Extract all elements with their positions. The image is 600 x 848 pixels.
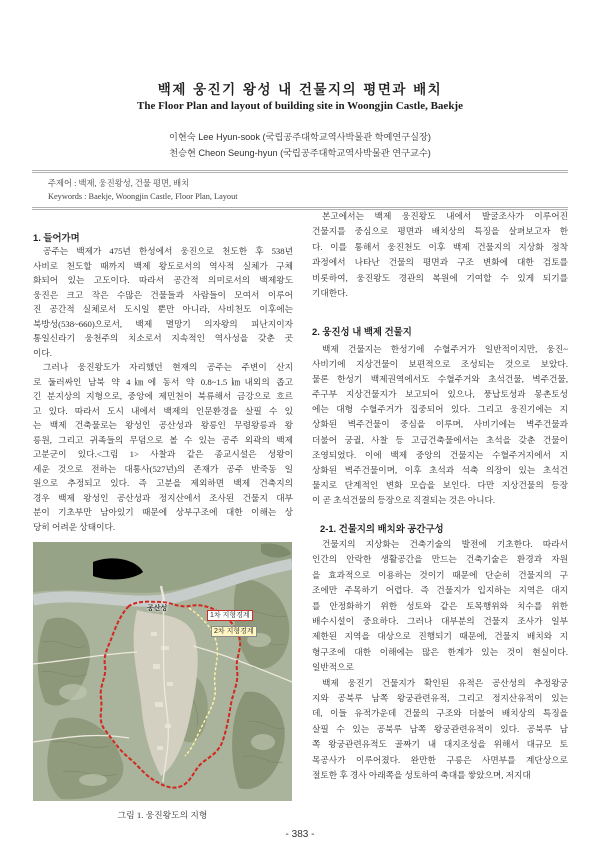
text-line: 쪽 왕궁관련유적도 골짜기 내 대지조성을 위해서 대규모 토 bbox=[312, 739, 568, 750]
text-line: 진 공간적 실체로서 도시일 뿐만 아니라, 사비천도 이후에는 bbox=[33, 304, 293, 314]
keywords-box bbox=[32, 170, 568, 210]
text-line: 는 백제 건축물로는 왕성인 공산성과 왕릉인 무령왕릉과 왕 bbox=[33, 420, 293, 430]
text-line: 고분군이 있다.<그림 1> 사찰과 같은 종교시설은 성왕이 bbox=[33, 449, 293, 459]
text-line: 상화된 벽주건물이 중심을 이루며, 사비기에는 벽주건물과 bbox=[312, 419, 568, 430]
text-line: 형구조에 대한 이해에는 많은 한계가 있는 것이 현실이다. bbox=[312, 646, 568, 657]
text-line: 조에만 주목하기 어렵다. 즉 건물지가 입지하는 지역은 대지 bbox=[312, 585, 568, 596]
text-line: 백제 건물지는 한성기에 수혈주거가 일반적이지만, 웅진~ bbox=[322, 344, 568, 354]
text-line: 조영되었다. 이에 백제 중앙의 건물지는 수혈주거지에서 지 bbox=[312, 449, 568, 460]
text-line: 경우 백제 왕성인 공산성과 정지산에서 조사된 건물지 대부 bbox=[33, 492, 293, 503]
text-line: 그러나 웅진왕도가 자리했던 현재의 공주는 주변이 산지 bbox=[43, 362, 293, 372]
section-2-heading: 2. 웅진성 내 백제 건물지 bbox=[312, 326, 412, 337]
author-line-2: 천승현 Cheon Seung-hyun (국립공주대학교역사박물관 연구교수) bbox=[169, 148, 431, 158]
text-line: 인간의 안락한 생활공간을 만드는 건축기술은 환경과 자원 bbox=[312, 554, 568, 565]
text-line: 배수시설이 중요하다. 그러나 대부분의 건물지 조사가 일부 bbox=[312, 615, 568, 626]
text-line: 물지로 단계적인 변화 모습을 보인다. 다만 지상건물의 등장 bbox=[312, 479, 568, 490]
text-line: 더불어 궁궐, 사찰 등 고급건축물에서는 초석을 갖춘 건물이 bbox=[312, 434, 568, 445]
keywords-english: Keywords : Baekje, Woongjin Castle, Floor Plan, Layout bbox=[48, 192, 238, 201]
text-line: 통일신라기 웅천주의 치소로서 지속적인 역사성을 갖춘 곳 bbox=[33, 333, 293, 343]
paragraph bbox=[312, 209, 568, 301]
text-line: 제한된 지역을 대상으로 진행되기 때문에, 건물지 배치와 지 bbox=[312, 631, 568, 642]
text-line: 절토한 후 경사 아래쪽을 성토하여 축대를 쌓았으며, 저지대 bbox=[312, 769, 531, 780]
keywords-korean: 주제어 : 백제, 웅진왕성, 건물 평면, 배치 bbox=[48, 179, 190, 188]
text-line: 상화된 벽주건물이며, 이후 초석과 석축 의장이 있는 초석건 bbox=[312, 464, 568, 475]
text-line: 사비기에 지상건물이 보편적으로 조성되는 것으로 보았다. bbox=[312, 359, 568, 370]
figure-1-map bbox=[33, 542, 292, 801]
text-line: 일반적으로 bbox=[312, 662, 354, 673]
figure-caption: 그림 1. 웅진왕도의 지형 bbox=[117, 810, 208, 820]
paragraph bbox=[33, 360, 293, 534]
text-line: 로 둘러싸인 남북 약 4㎞에 동서 약 0.8~1.5㎞내외의 좁고 bbox=[33, 376, 293, 387]
paragraph bbox=[33, 244, 293, 360]
text-line: 비롯하여, 웅진왕도 경관의 복원에 기여할 수 있게 되기를 bbox=[312, 272, 568, 283]
paper-title: 백제 웅진기 왕성 내 건물지의 평면과 배치 bbox=[157, 82, 443, 98]
text-line: 북방성(538~660)으로서, 백제 멸망기 의자왕의 피난지이자 bbox=[33, 318, 293, 329]
text-line: 공주는 백제가 475년 한성에서 웅진으로 천도한 후 538년 bbox=[43, 246, 293, 256]
text-line: 고 있다. 따라서 도시 내에서 백제의 인문환경을 살필 수 있 bbox=[33, 405, 293, 416]
section-1-heading: 1. 들어가며 bbox=[33, 232, 80, 243]
text-line: 사비로 천도할 때까지 백제 왕도로서의 역사적 실체가 구체 bbox=[33, 260, 293, 271]
text-line: 웅진은 크고 작은 수많은 건물들과 사람들이 모여서 이루어 bbox=[33, 289, 293, 300]
author-line-1: 이현숙 Lee Hyun-sook (국립공주대학교역사박물관 학예연구실장) bbox=[169, 132, 431, 142]
text-line: 건물지의 지상화는 건축기술의 발전에 기초한다. 따라서 bbox=[322, 539, 568, 549]
text-line: 당히 어려운 상태이다. bbox=[33, 521, 116, 532]
paragraph bbox=[312, 342, 568, 508]
paragraph bbox=[312, 537, 568, 676]
text-line: 백제 웅진기 건물지가 확인된 유적은 공산성의 추정왕궁 bbox=[322, 677, 568, 688]
text-line: 원으로 추정되고 있다. 즉 고분을 제외하면 백제 건축지의 bbox=[33, 478, 293, 488]
text-line: 과정에서 나타난 건물의 평면과 구조 변화에 대한 검토를 bbox=[312, 257, 568, 268]
text-line: 주구부 지상건물지가 보고되어 있으나, 풍납토성과 몽촌토성 bbox=[312, 389, 568, 400]
text-line: 세운 것으로 전하는 대통사(527년)의 존재가 공주 반죽동 일 bbox=[33, 463, 293, 474]
text-line: 본고에서는 백제 웅진왕도 내에서 발굴조사가 이루어진 bbox=[322, 211, 568, 221]
text-line: 건물지를 중심으로 평면과 배치상의 특징을 살펴보고자 한 bbox=[312, 226, 568, 237]
text-line: 지와 공북루 남쪽 왕궁관련유적, 그리고 정지산유적이 있는 bbox=[312, 692, 568, 703]
text-line: 에는 대형 수혈주거가 집중되어 있다. 그리고 웅진기에는 지 bbox=[312, 404, 568, 415]
text-line: 를 안정화하기 위한 성토와 같은 토목행위와 치수를 위한 bbox=[312, 600, 568, 611]
paper-subtitle: The Floor Plan and layout of building site in Woongjin Castle, Baekje bbox=[137, 100, 463, 112]
map-label-boundary-1: 1차 지형경계 bbox=[207, 610, 253, 621]
text-line: 살필 수 있는 공북루 남쪽 왕궁관련유적이 있다. 공북루 남 bbox=[312, 723, 568, 734]
text-line: 다. 이를 통해서 웅진천도 이후 백제 건물지의 지상화 정착 bbox=[312, 241, 568, 252]
section-2-1-heading: 2-1. 건물지의 배치와 공간구성 bbox=[320, 523, 444, 534]
text-line: 긴 분지상의 지형으로, 중앙에 제민천이 북류해서 금강으로 흐르 bbox=[33, 391, 293, 401]
text-line: 이 곧 초석건물의 등장으로 직결되는 것은 아니다. bbox=[312, 494, 496, 505]
text-line: 분이 기초부만 남아있기 때문에 상부구조에 대한 이해는 상 bbox=[33, 507, 293, 517]
terrain-map-graphic bbox=[33, 542, 292, 801]
map-label-boundary-2: 2차 지형경계 bbox=[211, 626, 257, 637]
text-line: 기대한다. bbox=[312, 287, 348, 298]
paragraph bbox=[312, 676, 568, 784]
text-line: 이다. bbox=[33, 347, 52, 358]
text-line: 화되어 있는 고도이다. 따라서 공간적 의미로서의 백제왕도 bbox=[33, 275, 293, 285]
text-line: 릉원, 그리고 귀족들의 무덤으로 볼 수 있는 공주 외곽의 백제 bbox=[33, 434, 293, 445]
page-number: - 383 - bbox=[285, 829, 315, 840]
text-line: 목공사가 이루어졌다. 완만한 구릉은 사면부를 계단상으로 bbox=[312, 754, 568, 765]
map-label-fortress: 공산성 bbox=[147, 605, 168, 612]
text-line: 데, 이들 유적가운데 건물의 구조와 더불어 배치상의 특징을 bbox=[312, 708, 568, 719]
text-line: 을 효과적으로 이용하는 것이기 때문에 단순히 건물지의 구 bbox=[312, 569, 568, 580]
text-line: 물론 한성기 백제권역에서도 수혈주거와 초석건물, 벽주건물, bbox=[312, 374, 568, 385]
